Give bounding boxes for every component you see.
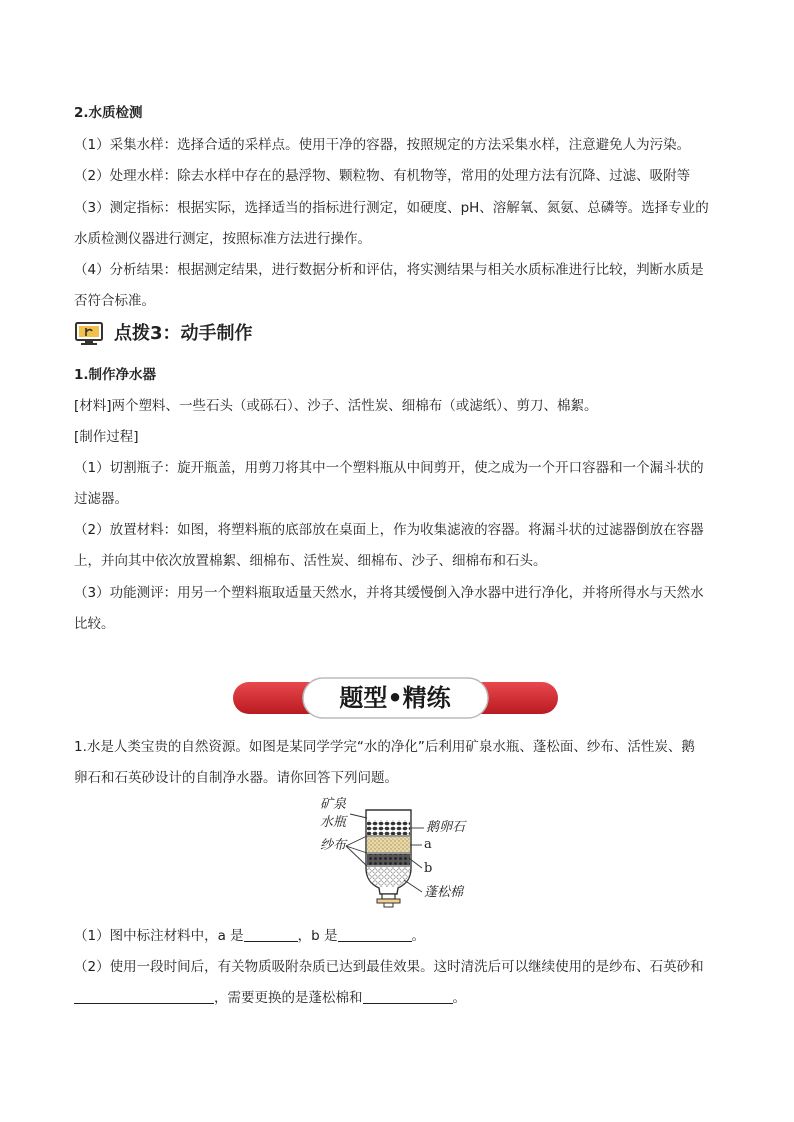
answer-blank-reusable[interactable]	[74, 989, 214, 1004]
section-heading-water-testing: 2.水质检测	[74, 105, 143, 121]
materials-line: [材料]两个塑料、一些石头（或砾石）、沙子、活性炭、细棉布（或滤纸）、剪刀、棉絮。	[74, 398, 598, 414]
label-a: a	[424, 837, 432, 852]
paragraph-line: （2）处理水样：除去水样中存在的悬浮物、颗粒物、有机物等，常用的处理方法有沉降、过滤、吸附等	[74, 168, 691, 184]
subquestion-1-mid: ，b 是	[297, 928, 338, 944]
label-bottle-1: 矿泉	[320, 797, 347, 812]
tip-section-title: 点拨3：动手制作	[114, 323, 253, 344]
paragraph-line: （1）采集水样：选择合适的采样点。使用干净的容器，按照规定的方法采集水样，注意避免人为污染。	[74, 137, 691, 153]
paragraph-line: （4）分析结果：根据测定结果，进行数据分析和评估，将实测结果与相关水质标准进行比较，判断水质是	[74, 262, 704, 278]
label-b: b	[424, 861, 433, 876]
label-pebble: 鹅卵石	[426, 820, 466, 835]
subquestion-2-line1: （2）使用一段时间后，有关物质吸附杂质已达到最佳效果。这时清洗后可以继续使用的是纱布、石英砂和	[74, 959, 704, 975]
answer-blank-a[interactable]	[244, 927, 298, 942]
monitor-icon	[74, 321, 104, 347]
paragraph-line: 水质检测仪器进行测定，按照标准方法进行操作。	[74, 231, 371, 247]
section-heading-make-purifier: 1.制作净水器	[74, 367, 157, 383]
question-stem-line: 卵石和石英砂设计的自制净水器。请你回答下列问题。	[74, 770, 398, 786]
paragraph-line: 上，并向其中依次放置棉絮、细棉布、活性炭、细棉布、沙子、细棉布和石头。	[74, 553, 547, 569]
subquestion-1-prefix: （1）图中标注材料中，a 是	[74, 928, 244, 944]
subquestion-2-mid: ，需要更换的是蓬松棉和	[214, 990, 363, 1006]
subquestion-2-line2	[74, 988, 466, 1008]
answer-blank-replace[interactable]	[363, 989, 453, 1004]
paragraph-line: 过滤器。	[74, 491, 128, 507]
paragraph-line: （1）切割瓶子：旋开瓶盖，用剪刀将其中一个塑料瓶从中间剪开，使之成为一个开口容器和一个漏斗状的	[74, 460, 704, 476]
paragraph-line: 否符合标准。	[74, 293, 155, 309]
label-gauze: 纱布	[320, 838, 347, 853]
process-label: [制作过程]	[74, 429, 139, 445]
label-bottle-2: 水瓶	[320, 815, 347, 830]
label-cotton: 蓬松棉	[424, 885, 464, 900]
paragraph-line: （3）功能测评：用另一个塑料瓶取适量天然水，并将其缓慢倒入净水器中进行净化，并将所得水与天然水	[74, 585, 704, 601]
subquestion-1-end: 。	[411, 928, 426, 944]
subquestion-2-end: 。	[452, 990, 466, 1006]
paragraph-line: 比较。	[74, 616, 115, 632]
question-stem-line: 1.水是人类宝贵的自然资源。如图是某同学学完“水的净化”后利用矿泉水瓶、蓬松面、纱布、活性炭、鹅	[74, 739, 695, 755]
subquestion-1	[74, 926, 425, 946]
paragraph-line: （3）测定指标：根据实际，选择适当的指标进行测定，如硬度、pH、溶解氧、氮氨、总磷等。选择专业的	[74, 200, 709, 216]
paragraph-line: （2）放置材料：如图，将塑料瓶的底部放在桌面上，作为收集滤液的容器。将漏斗状的过滤器倒放在容器	[74, 522, 704, 538]
water-purifier-figure	[318, 796, 478, 908]
answer-blank-b[interactable]	[338, 927, 412, 942]
banner-title: 题型•精练	[339, 684, 451, 712]
